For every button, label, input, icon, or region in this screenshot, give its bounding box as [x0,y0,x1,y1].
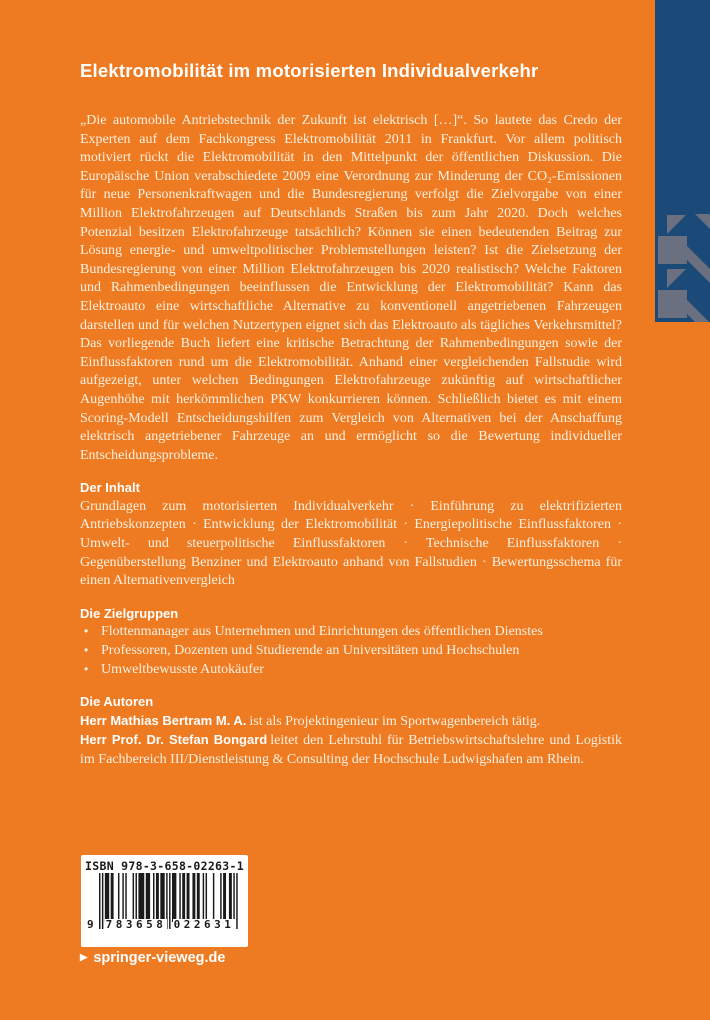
ean-digit-left-group: 783658 [105,918,167,931]
bullet-icon: • [84,643,89,658]
list-item-text: Professoren, Dozenten und Studierende an Universitäten und Hochschulen [101,643,520,659]
list-item-text: Umweltbewusste Autokäufer [101,661,264,677]
bullet-icon: • [84,624,89,639]
publisher-brand-strip [655,0,710,322]
isbn-barcode-panel [81,855,248,947]
author-description: ist als Projektingenieur im Sportwagenbereich tätig. [249,713,541,729]
target-group-list [80,623,622,679]
list-item [80,642,622,661]
ean-digit-right-group: 022631 [173,918,235,931]
publisher-website-text: springer-vieweg.de [93,950,226,966]
section-heading-inhalt: Der Inhalt [80,480,140,496]
arrow-right-icon: ▶ [80,952,88,963]
book-blurb: „Die automobile Antriebstechnik der Zukunft ist elektrisch […]“. So lautete das Credo der Experten auf dem Fachkongress Elektromobilität 2011 in Frankfurt. Vor allem politisch motiviert rückt die Elektromobilität in den Mittelpunkt der öffentlichen Diskussion. Die Europäische Union verabschiedete 2009 eine Verordnung zur Minderung der CO₂-Emissionen für neue Personenkraftwagen und die Bundesregierung verfolgt die Zielvorgabe von einer Million Elektrofahrzeugen auf Deutschlands Straßen bis zum Jahr 2020. Doch welches Potenzial besitzen Elektrofahrzeuge tatsächlich? Können sie einen bedeutenden Beitrag zur Lösung energie- und umweltpolitischer Problemstellungen leisten? Ist die Zielsetzung der Bundesregierung von einer Million Elektrofahrzeugen bis 2020 realistisch? Welche Faktoren und Rahmenbedingungen beeinflussen die Entwicklung der Elektromobilität? Kann das Elektroauto eine wirtschaftliche Alternative zu konventionell angetriebenen Fahrzeugen darstellen und für welchen Nutzertypen eignet sich das Elektroauto als tägliches Verkehrsmittel? Das vorliegende Buch liefert eine kritische Betrachtung der Rahmenbedingungen sowie der Einflussfaktoren rund um die Elektromobilität. Anhand einer vergleichenden Fallstudie wird aufgezeigt, unter welchen Bedingungen Elektrofahrzeuge zukünftig auf wirtschaftlicher Augenhöhe mit herkömmlichen PKW konkurrieren können. Schließlich bietet es mit einem Scoring-Modell Entscheidungshilfen zum Vergleich von Alternativen bei der Anschaffung elektrisch angetriebener Fahrzeuge an und ermöglicht so die Bewertung individueller Entscheidungsprobleme. [80,113,622,463]
bullet-icon: • [84,661,89,676]
ean-digit-first: 9 [87,918,94,931]
isbn-label: ISBN 978-3-658-02263-1 [85,859,244,873]
list-item [80,623,622,642]
springer-vieweg-pattern-icon [655,214,710,322]
section-text-inhalt: Grundlagen zum motorisierten Individualverkehr · Einführung zu elektrifizierten Antriebskonzepten · Entwicklung der Elektromobilität · Energiepolitische Einflussfaktoren · Umwelt- und steuerpolitische Einflussfaktoren · Technische Einflussfaktoren · Gegenüberstellung Benziner und Elektroauto anhand von Fallstudien · Bewertungsschema für einen Alternativenvergleich [80,498,622,589]
author-name: Herr Mathias Bertram M. A. [80,712,247,728]
author-name: Herr Prof. Dr. Stefan Bongard [80,732,268,748]
author-entry [80,731,622,769]
section-heading-zielgruppen: Die Zielgruppen [80,605,179,621]
cover-text-column [80,60,622,770]
section-heading-autoren: Die Autoren [80,694,154,710]
book-title: Elektromobilität im motorisierten Individualverkehr [80,60,539,81]
list-item [80,661,622,680]
author-entry [80,712,622,732]
list-item-text: Flottenmanager aus Unternehmen und Einrichtungen des öffentlichen Dienstes [101,624,543,640]
publisher-website [80,950,225,968]
author-description: leitet den Lehrstuhl für Betriebswirtschaftslehre und Logistik im Fachbereich III/Dienstleistung & Consulting der Hochschule Ludwigshafen am Rhein. [80,733,622,767]
